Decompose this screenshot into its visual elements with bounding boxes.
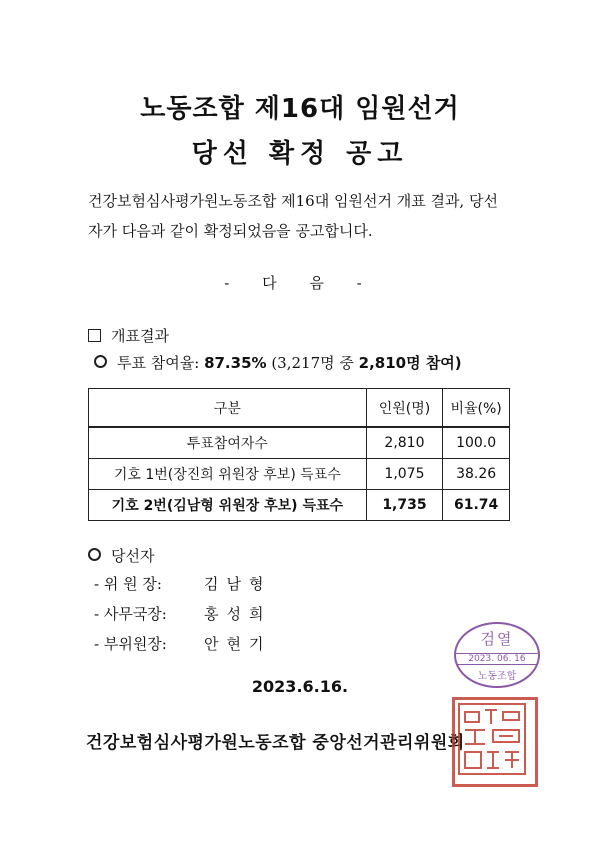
- stamp-title: 검열: [480, 630, 514, 648]
- circle-bullet-icon: [88, 548, 101, 561]
- intro-paragraph: [88, 186, 528, 246]
- square-bullet-icon: [88, 329, 101, 342]
- row-count: 2,810: [366, 427, 443, 459]
- seal-pattern-icon: [455, 700, 529, 778]
- result-heading-text: 개표결과: [111, 327, 169, 345]
- official-seal: [452, 697, 538, 787]
- announcement-date: 2023.6.16.: [251, 677, 349, 696]
- stamp-date: 2023. 06. 16: [456, 653, 538, 665]
- row-ratio: 61.74: [443, 490, 510, 521]
- elected-row: [94, 633, 271, 654]
- row-ratio: 100.0: [443, 427, 510, 459]
- result-section-heading: [88, 325, 169, 346]
- table-row: [89, 490, 510, 521]
- header-category: 구분: [89, 389, 367, 428]
- elected-name: 홍성희: [204, 605, 272, 623]
- row-count: 1,735: [366, 490, 443, 521]
- elected-role: - 위 원 장:: [94, 575, 162, 593]
- section-divider-text: - 다 음 -: [224, 274, 376, 292]
- elected-section-heading: [88, 545, 154, 566]
- results-table: [88, 388, 510, 521]
- turnout-label: 투표 참여율:: [117, 354, 200, 372]
- row-label: 투표참여자수: [89, 427, 367, 459]
- elected-role: - 부위원장:: [94, 635, 167, 653]
- header-ratio: 비율(%): [443, 389, 510, 428]
- header-count: 인원(명): [366, 389, 443, 428]
- table-row: [89, 427, 510, 459]
- row-ratio: 38.26: [443, 459, 510, 490]
- intro-line-1: 건강보험심사평가원노동조합 제16대 임원선거 개표 결과, 당선: [88, 192, 498, 210]
- organization-name: 건강보험심사평가원노동조합 중앙선거관리위원회: [86, 733, 465, 753]
- elected-name: 안현기: [204, 635, 272, 653]
- elected-role: - 사무국장:: [94, 605, 167, 623]
- elected-row: [94, 573, 271, 594]
- circle-bullet-icon: [94, 355, 107, 368]
- turnout-voters: 2,810명 참여): [358, 354, 462, 372]
- row-label: 기호 2번(김남형 위원장 후보) 득표수: [89, 490, 367, 521]
- turnout-total: (3,217명 중: [271, 354, 354, 372]
- turnout-rate: 87.35%: [204, 354, 267, 372]
- page-subtitle: 당선 확정 공고: [191, 139, 409, 169]
- elected-name: 김남형: [204, 575, 272, 593]
- turnout-line: [94, 352, 462, 373]
- elected-row: [94, 603, 271, 624]
- elected-heading-text: 당선자: [111, 547, 155, 565]
- page-title: 노동조합 제16대 임원선거: [140, 94, 460, 124]
- stamp-bottom: 노동조합: [477, 671, 517, 682]
- row-label: 기호 1번(장진희 위원장 후보) 득표수: [89, 459, 367, 490]
- table-row: [89, 459, 510, 490]
- row-count: 1,075: [366, 459, 443, 490]
- inspection-stamp: [454, 622, 540, 688]
- table-header-row: [89, 389, 510, 428]
- intro-line-2: 자가 다음과 같이 확정되었음을 공고합니다.: [88, 222, 373, 240]
